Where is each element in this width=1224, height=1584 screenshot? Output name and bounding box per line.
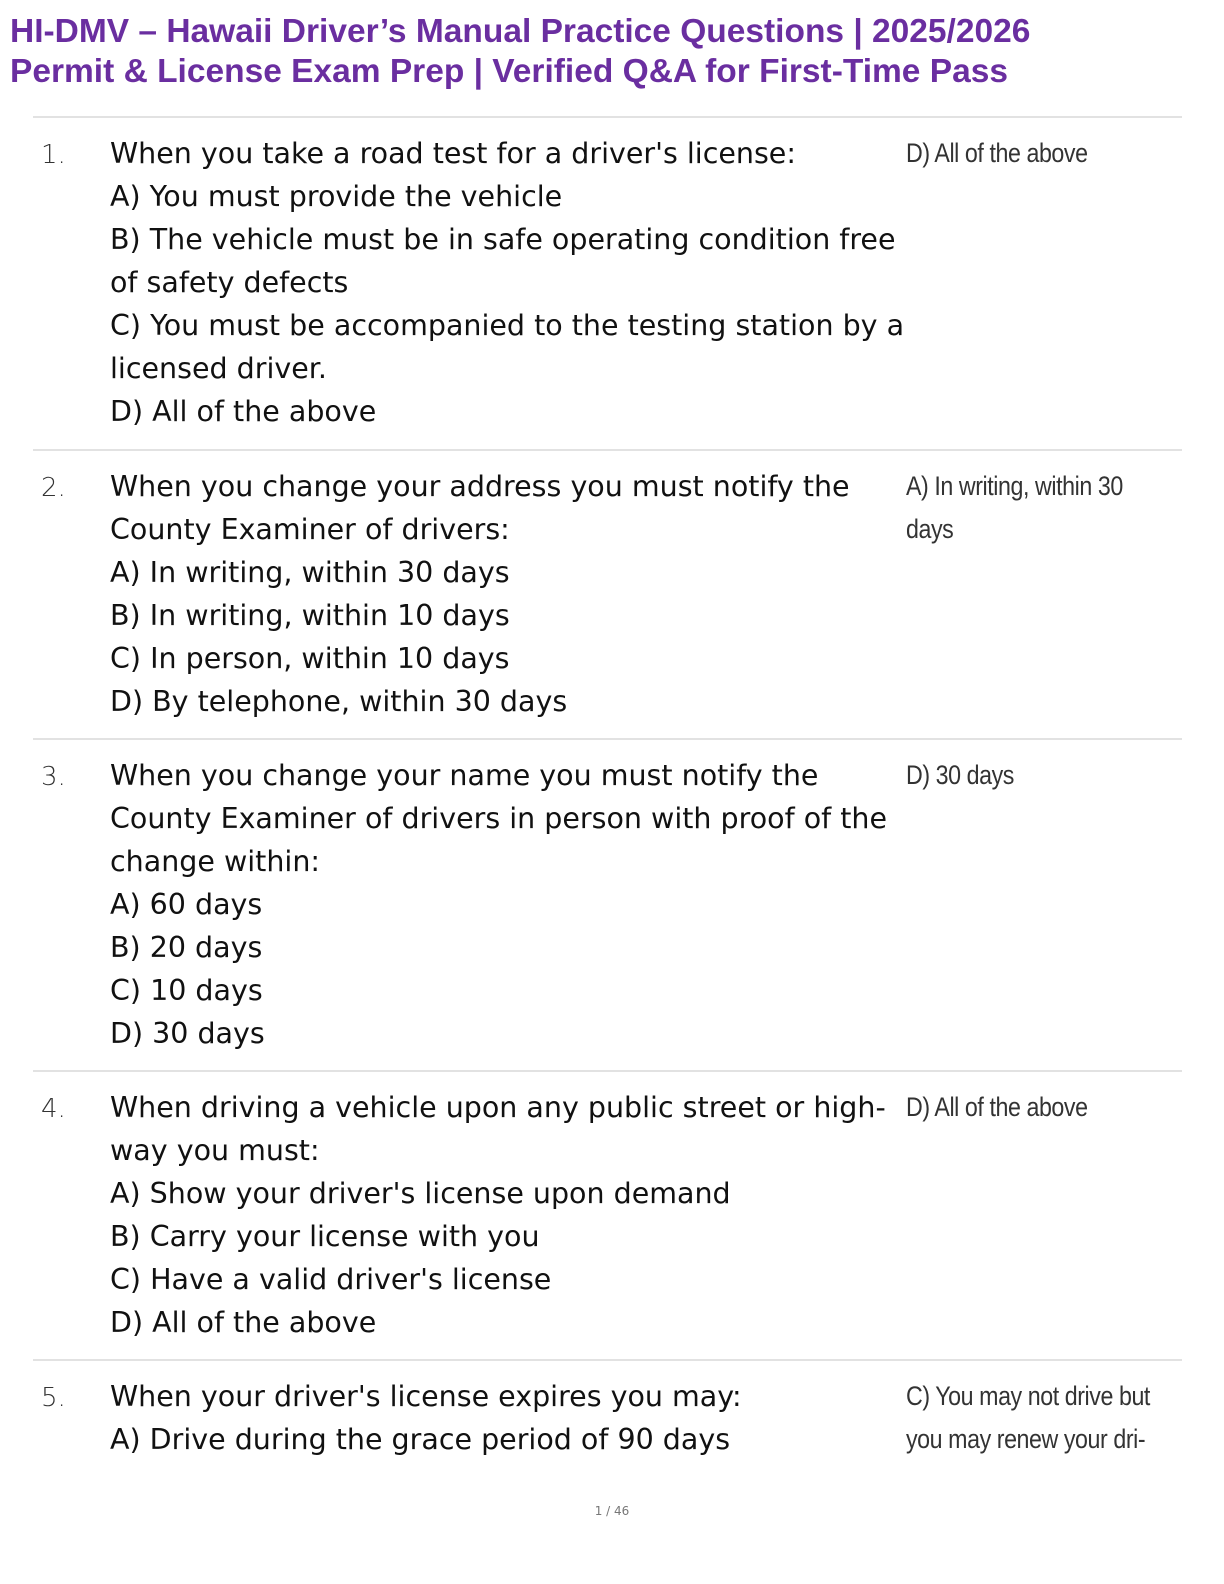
option-c: C) In person, within 10 days	[110, 642, 510, 675]
question-stem: When you change your address you must notify the County Examiner of drivers:	[110, 470, 850, 546]
question-row-1	[33, 118, 1182, 451]
question-stem: When you take a road test for a driver's license:	[110, 137, 796, 170]
option-d: D) 30 days	[110, 1017, 265, 1050]
question-text	[110, 754, 905, 1055]
question-text	[110, 1086, 905, 1344]
question-number: 2.	[41, 473, 66, 503]
question-number: 1.	[41, 140, 66, 170]
question-text	[110, 1375, 905, 1461]
option-c: C) Have a valid driver's license	[110, 1263, 552, 1296]
page-indicator: 1 / 46	[594, 1504, 630, 1518]
question-row-5	[33, 1361, 1182, 1471]
question-number: 5.	[41, 1383, 66, 1413]
question-list	[33, 116, 1182, 1471]
option-d: D) All of the above	[110, 395, 377, 428]
question-row-3	[33, 740, 1182, 1072]
answer-text: A) In writing, within 30 days	[906, 471, 1123, 544]
option-c: C) 10 days	[110, 974, 263, 1007]
question-number: 4.	[41, 1094, 66, 1124]
question-text	[110, 465, 905, 723]
question-stem: When you change your name you must notify the County Examiner of drivers in person with proof of the change within:	[110, 759, 888, 878]
answer-text: C) You may not drive but you may renew your dri-	[906, 1381, 1150, 1454]
option-c: C) You must be accompanied to the testing station by a licensed driver.	[110, 309, 905, 385]
option-b: B) Carry your license with you	[110, 1220, 540, 1253]
option-d: D) By telephone, within 30 days	[110, 685, 568, 718]
answer-text: D) All of the above	[906, 1092, 1088, 1122]
option-a: A) 60 days	[110, 888, 263, 921]
question-number: 3.	[41, 762, 66, 792]
question-row-4	[33, 1072, 1182, 1361]
question-stem: When driving a vehicle upon any public street or high-way you must:	[110, 1091, 886, 1167]
question-text	[110, 132, 905, 433]
question-row-2	[33, 451, 1182, 740]
option-b: B) The vehicle must be in safe operating condition free of safety defects	[110, 223, 896, 299]
document-title	[10, 12, 1210, 92]
answer-text: D) 30 days	[906, 760, 1014, 790]
option-a: A) Drive during the grace period of 90 days	[110, 1423, 731, 1456]
option-a: A) Show your driver's license upon demand	[110, 1177, 731, 1210]
option-b: B) In writing, within 10 days	[110, 599, 510, 632]
option-a: A) In writing, within 30 days	[110, 556, 510, 589]
question-stem: When your driver's license expires you may:	[110, 1380, 742, 1413]
option-b: B) 20 days	[110, 931, 263, 964]
option-d: D) All of the above	[110, 1306, 377, 1339]
option-a: A) You must provide the vehicle	[110, 180, 563, 213]
document-title-line-2: Permit & License Exam Prep | Verified Q&A for First-Time Pass	[10, 53, 1008, 90]
answer-text: D) All of the above	[906, 138, 1088, 168]
document-title-line-1: HI-DMV – Hawaii Driver’s Manual Practice Questions | 2025/2026	[10, 13, 1031, 50]
